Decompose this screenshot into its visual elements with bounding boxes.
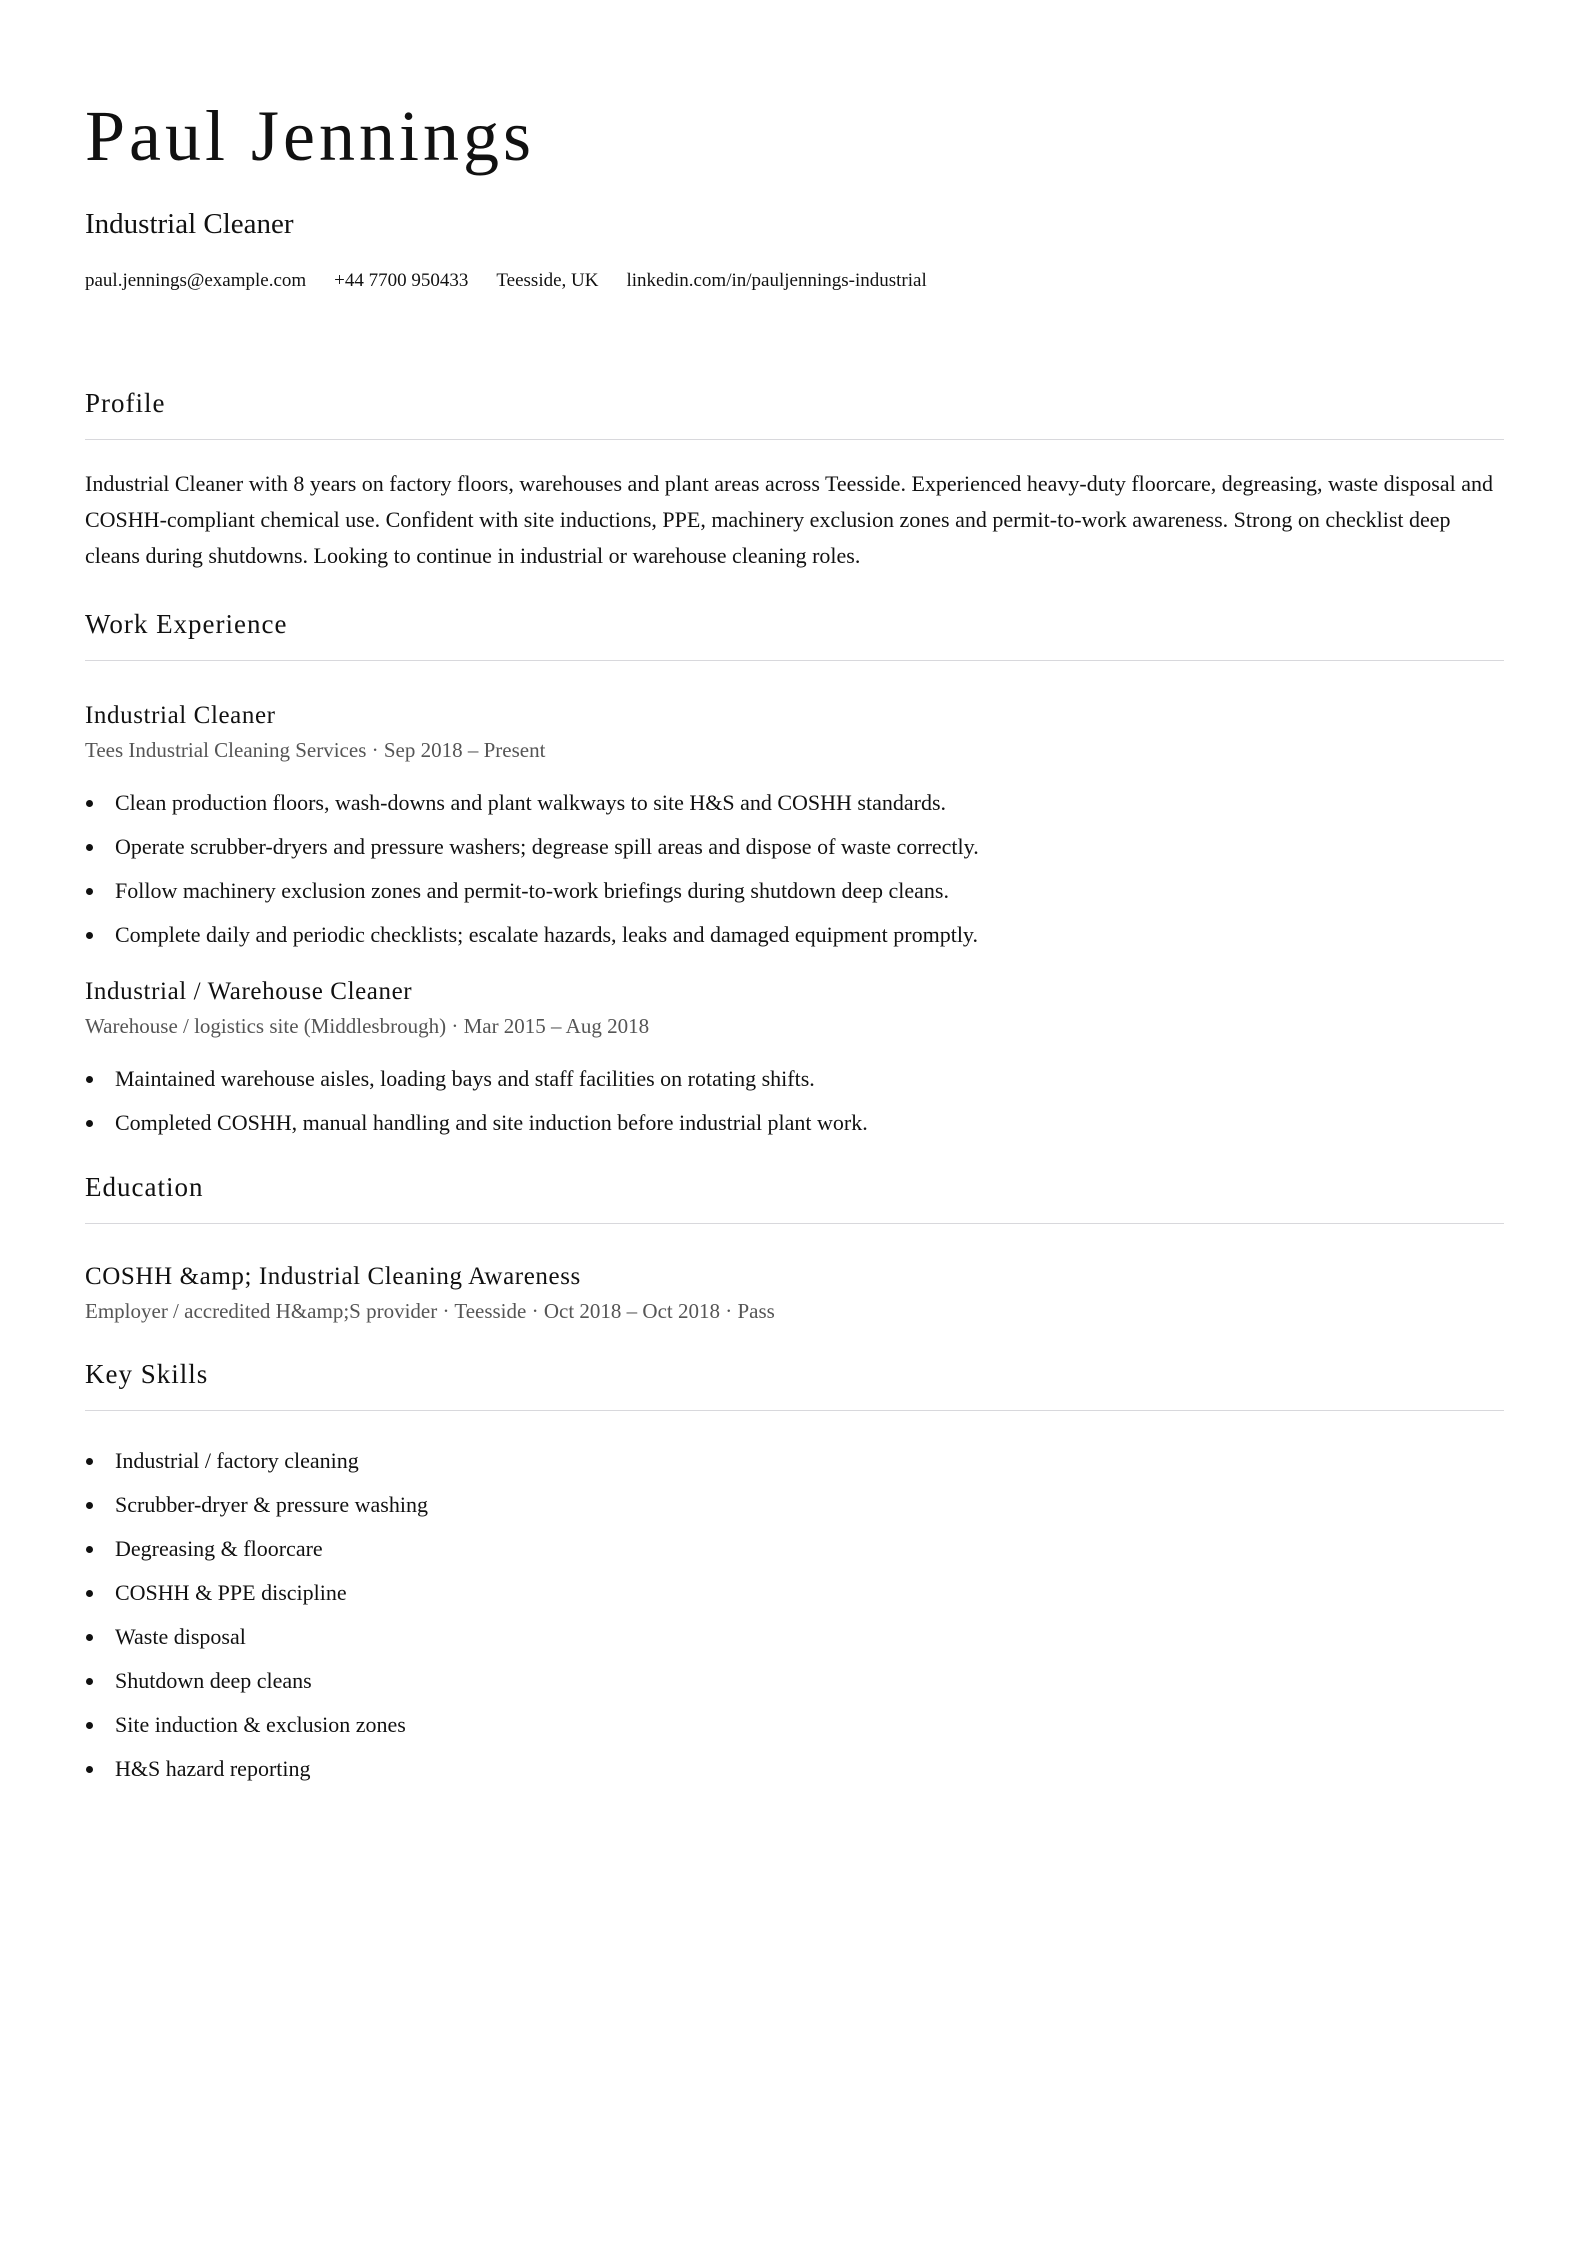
candidate-name: Paul Jennings [85,96,536,176]
job-bullet: Clean production floors, wash-downs and plant walkways to site H&S and COSHH standards. [85,789,1504,817]
contact-location: Teesside, UK [496,270,599,291]
job-meta: Warehouse / logistics site (Middlesbrough) · Mar 2015 – Aug 2018 [85,1014,650,1038]
section-title-skills: Key Skills [85,1359,209,1389]
skill-item: Site induction & exclusion zones [85,1711,1504,1739]
skill-item: Waste disposal [85,1623,1504,1651]
education-meta: Employer / accredited H&amp;S provider · Teesside · Oct 2018 – Oct 2018 · Pass [85,1299,775,1323]
section-divider [85,439,1504,440]
contact-phone[interactable]: +44 7700 950433 [334,270,469,291]
resume-header [85,95,1504,293]
section-title-profile: Profile [85,388,166,418]
job-bullet: Maintained warehouse aisles, loading bays and staff facilities on rotating shifts. [85,1065,1504,1093]
candidate-headline: Industrial Cleaner [85,208,294,240]
job-bullets [85,789,1504,949]
skill-item: Scrubber-dryer & pressure washing [85,1491,1504,1519]
section-divider [85,660,1504,661]
education-title: COSHH &amp; Industrial Cleaning Awareness [85,1263,581,1290]
profile-summary: Industrial Cleaner with 8 years on factory floors, warehouses and plant areas across Teesside. Experienced heavy-duty floorcare, degreasing, waste disposal and COSHH-compliant chemical use. Confident with site inductions, PPE, machinery exclusion zones and permit-to-work awareness. Strong on checklist deep cleans during shutdowns. Looking to continue in industrial or warehouse cleaning roles. [85,471,1493,568]
job-entry [85,977,1504,1137]
section-title-experience: Work Experience [85,609,288,639]
experience-section [85,608,1504,1137]
job-bullet: Completed COSHH, manual handling and site induction before industrial plant work. [85,1109,1504,1137]
job-bullet: Operate scrubber-dryers and pressure washers; degrease spill areas and dispose of waste correctly. [85,833,1504,861]
job-bullet: Complete daily and periodic checklists; escalate hazards, leaks and damaged equipment promptly. [85,921,1504,949]
profile-section [85,387,1504,574]
skill-item: COSHH & PPE discipline [85,1579,1504,1607]
skills-section [85,1358,1504,1783]
skill-item: Degreasing & floorcare [85,1535,1504,1563]
skill-item: H&S hazard reporting [85,1755,1504,1783]
education-entry [85,1262,1504,1324]
job-title: Industrial / Warehouse Cleaner [85,978,413,1005]
job-entry [85,701,1504,949]
contact-email[interactable]: paul.jennings@example.com [85,270,307,291]
contact-line [85,269,1504,293]
job-meta: Tees Industrial Cleaning Services · Sep 2018 – Present [85,738,546,762]
section-title-education: Education [85,1172,204,1202]
section-divider [85,1223,1504,1224]
job-bullet: Follow machinery exclusion zones and permit-to-work briefings during shutdown deep cleans. [85,877,1504,905]
skill-item: Shutdown deep cleans [85,1667,1504,1695]
contact-linkedin[interactable]: linkedin.com/in/pauljennings-industrial [626,270,927,291]
education-section [85,1171,1504,1324]
section-divider [85,1410,1504,1411]
job-bullets [85,1065,1504,1137]
job-title: Industrial Cleaner [85,702,276,729]
skill-item: Industrial / factory cleaning [85,1447,1504,1475]
skills-list [85,1447,1504,1783]
